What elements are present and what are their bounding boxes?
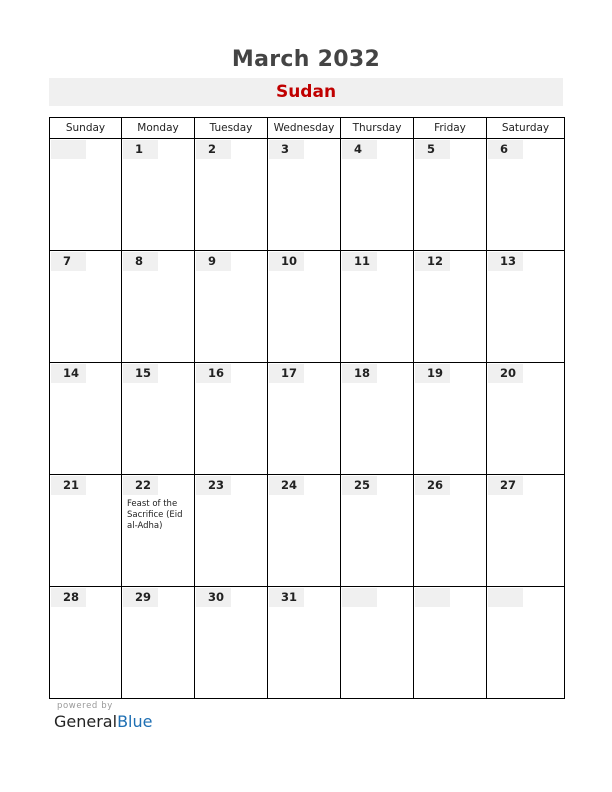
day-number: 6 bbox=[488, 140, 523, 159]
day-cell-6 bbox=[487, 139, 565, 251]
day-cell-4 bbox=[341, 139, 414, 251]
day-cell-1 bbox=[122, 139, 195, 251]
day-cell-8 bbox=[122, 251, 195, 363]
day-number: 11 bbox=[342, 252, 377, 271]
weekday-monday: Monday bbox=[122, 118, 195, 139]
day-cell-10 bbox=[268, 251, 341, 363]
day-cell-29 bbox=[122, 587, 195, 699]
day-cell-9 bbox=[195, 251, 268, 363]
country-label: Sudan bbox=[275, 82, 337, 102]
logo-text-blue: Blue bbox=[117, 712, 153, 731]
day-number: 19 bbox=[415, 364, 450, 383]
week-row bbox=[50, 475, 565, 587]
day-cell-23 bbox=[195, 475, 268, 587]
weekday-sunday: Sunday bbox=[50, 118, 122, 139]
day-cell-2 bbox=[195, 139, 268, 251]
day-cell-27 bbox=[487, 475, 565, 587]
day-number: 18 bbox=[342, 364, 377, 383]
day-cell-3 bbox=[268, 139, 341, 251]
day-cell-12 bbox=[414, 251, 487, 363]
powered-by-label: powered by bbox=[57, 701, 113, 711]
week-row bbox=[50, 363, 565, 475]
day-number: 12 bbox=[415, 252, 450, 271]
calendar-body bbox=[50, 139, 565, 699]
day-number: 31 bbox=[269, 588, 304, 607]
day-cell-24 bbox=[268, 475, 341, 587]
week-row bbox=[50, 587, 565, 699]
weekday-header-row bbox=[50, 118, 565, 139]
day-number: 7 bbox=[51, 252, 86, 271]
day-number: 10 bbox=[269, 252, 304, 271]
day-cell-11 bbox=[341, 251, 414, 363]
day-number: 29 bbox=[123, 588, 158, 607]
day-number: 24 bbox=[269, 476, 304, 495]
day-cell-19 bbox=[414, 363, 487, 475]
day-cell-22 bbox=[122, 475, 195, 587]
day-number bbox=[342, 588, 377, 607]
day-number: 28 bbox=[51, 588, 86, 607]
generalblue-logo[interactable] bbox=[54, 712, 152, 731]
weekday-saturday: Saturday bbox=[487, 118, 565, 139]
day-number: 17 bbox=[269, 364, 304, 383]
day-cell-21 bbox=[50, 475, 122, 587]
calendar-grid bbox=[49, 117, 565, 699]
day-number: 1 bbox=[123, 140, 158, 159]
day-number: 25 bbox=[342, 476, 377, 495]
day-number: 15 bbox=[123, 364, 158, 383]
day-number: 26 bbox=[415, 476, 450, 495]
day-number: 8 bbox=[123, 252, 158, 271]
day-cell-28 bbox=[50, 587, 122, 699]
day-cell-7 bbox=[50, 251, 122, 363]
day-cell-13 bbox=[487, 251, 565, 363]
day-number: 5 bbox=[415, 140, 450, 159]
day-cell-16 bbox=[195, 363, 268, 475]
day-number: 21 bbox=[51, 476, 86, 495]
empty-day-cell bbox=[341, 587, 414, 699]
empty-day-cell bbox=[487, 587, 565, 699]
day-number: 9 bbox=[196, 252, 231, 271]
logo-text-general: General bbox=[54, 712, 118, 731]
day-cell-17 bbox=[268, 363, 341, 475]
day-cell-20 bbox=[487, 363, 565, 475]
day-cell-25 bbox=[341, 475, 414, 587]
day-number: 22 bbox=[123, 476, 158, 495]
day-number: 23 bbox=[196, 476, 231, 495]
day-cell-15 bbox=[122, 363, 195, 475]
day-number: 2 bbox=[196, 140, 231, 159]
weekday-friday: Friday bbox=[414, 118, 487, 139]
day-number bbox=[415, 588, 450, 607]
day-number bbox=[488, 588, 523, 607]
weekday-thursday: Thursday bbox=[341, 118, 414, 139]
day-number: 16 bbox=[196, 364, 231, 383]
day-cell-18 bbox=[341, 363, 414, 475]
day-cell-31 bbox=[268, 587, 341, 699]
day-number: 4 bbox=[342, 140, 377, 159]
day-number: 20 bbox=[488, 364, 523, 383]
day-number: 14 bbox=[51, 364, 86, 383]
day-cell-26 bbox=[414, 475, 487, 587]
day-number: 13 bbox=[488, 252, 523, 271]
day-number: 3 bbox=[269, 140, 304, 159]
week-row bbox=[50, 139, 565, 251]
empty-day-cell bbox=[50, 139, 122, 251]
empty-day-cell bbox=[414, 587, 487, 699]
weekday-wednesday: Wednesday bbox=[268, 118, 341, 139]
page-title: March 2032 bbox=[231, 47, 381, 72]
weekday-tuesday: Tuesday bbox=[195, 118, 268, 139]
week-row bbox=[50, 251, 565, 363]
country-banner bbox=[49, 78, 563, 106]
day-number bbox=[51, 140, 86, 159]
day-cell-5 bbox=[414, 139, 487, 251]
day-number: 30 bbox=[196, 588, 231, 607]
day-cell-30 bbox=[195, 587, 268, 699]
holiday-event: Feast of the Sacrifice (Eid al-Adha) bbox=[127, 499, 183, 531]
day-cell-14 bbox=[50, 363, 122, 475]
day-number: 27 bbox=[488, 476, 523, 495]
